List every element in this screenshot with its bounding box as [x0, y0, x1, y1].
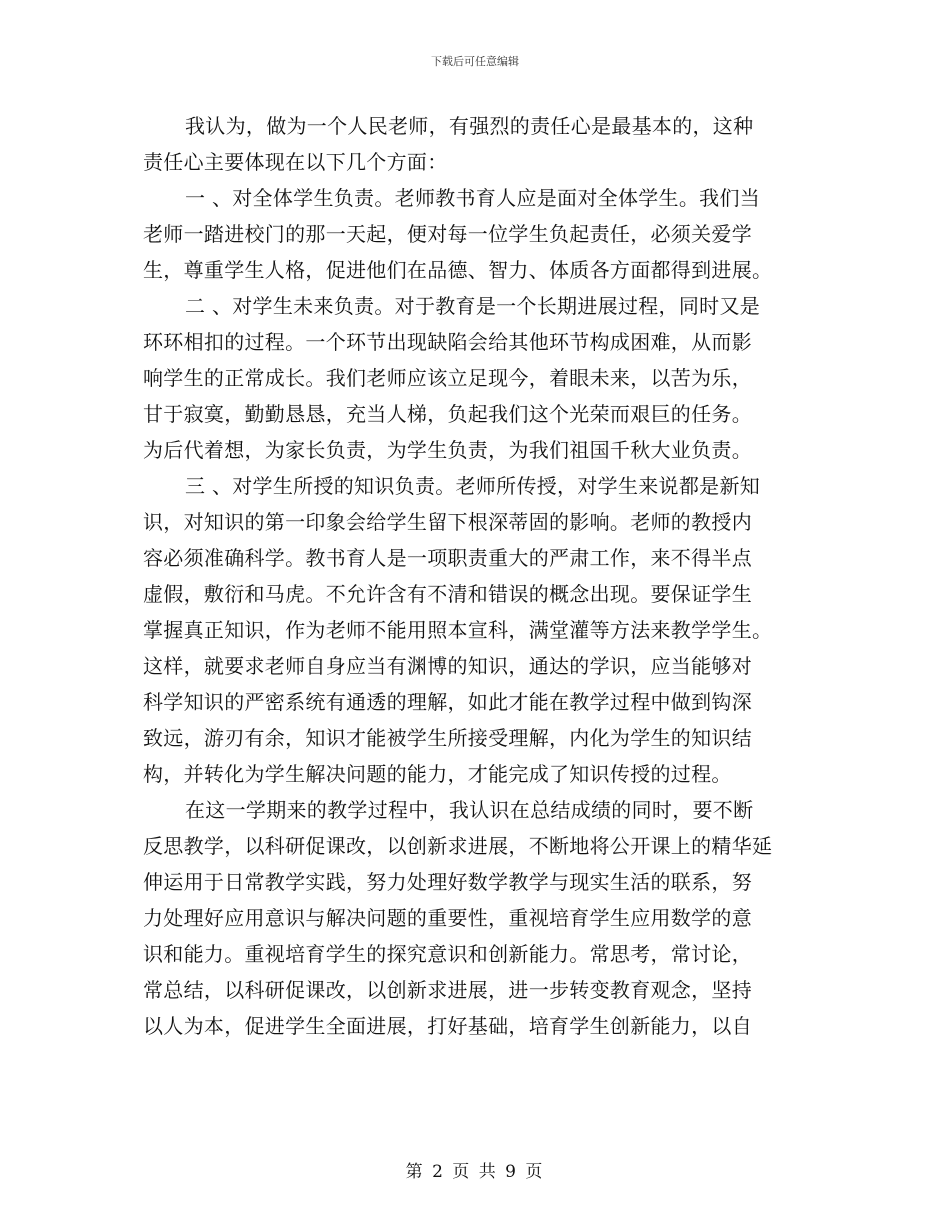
text-line: 这样，就要求老师自身应当有渊博的知识，通达的学识，应当能够对 — [143, 654, 752, 678]
text-line: 环环相扣的过程。一个环节出现缺陷会给其他环节构成困难，从而影 — [143, 330, 752, 354]
text-line: 致远，游刃有余，知识才能被学生所接受理解，内化为学生的知识结 — [143, 726, 752, 750]
text-line: 一 、对全体学生负责。老师教书育人应是面对全体学生。我们当 — [185, 186, 761, 210]
text-line: 三 、对学生所授的知识负责。老师所传授，对学生来说都是新知 — [185, 474, 761, 498]
text-line: 识，对知识的第一印象会给学生留下根深蒂固的影响。老师的教授内 — [143, 510, 752, 534]
text-line: 掌握真正知识，作为老师不能用照本宣科，满堂灌等方法来教学学生。 — [143, 618, 773, 642]
text-line: 科学知识的严密系统有通透的理解，如此才能在教学过程中做到钩深 — [143, 690, 752, 714]
page-header: 下载后可任意编辑 — [431, 55, 519, 68]
text-line: 为后代着想，为家长负责，为学生负责，为我们祖国千秋大业负责。 — [143, 438, 752, 462]
text-line: 虚假，敷衍和马虎。不允许含有不清和错误的概念出现。要保证学生 — [143, 582, 752, 606]
text-line: 老师一踏进校门的那一天起，便对每一位学生负起责任，必须关爱学 — [143, 222, 752, 246]
text-line: 构，并转化为学生解决问题的能力，才能完成了知识传授的过程。 — [143, 762, 732, 786]
text-line: 伸运用于日常教学实践，努力处理好数学教学与现实生活的联系，努 — [143, 870, 752, 894]
text-line: 力处理好应用意识与解决问题的重要性，重视培育学生应用数学的意 — [143, 906, 752, 930]
text-line: 以人为本，促进学生全面进展，打好基础，培育学生创新能力，以自 — [143, 1014, 752, 1038]
text-line: 识和能力。重视培育学生的探究意识和创新能力。常思考，常讨论， — [143, 942, 752, 966]
text-line: 容必须准确科学。教书育人是一项职责重大的严肃工作，来不得半点 — [143, 546, 752, 570]
document-body — [143, 108, 823, 1044]
text-line: 反思教学，以科研促课改，以创新求进展，不断地将公开课上的精华延 — [143, 834, 773, 858]
text-line: 在这一学期来的教学过程中，我认识在总结成绩的同时，要不断 — [185, 798, 754, 822]
text-line: 生，尊重学生人格，促进他们在品德、智力、体质各方面都得到进展。 — [143, 258, 773, 282]
text-line: 二 、对学生未来负责。对于教育是一个长期进展过程，同时又是 — [185, 294, 761, 318]
text-line: 常总结，以科研促课改，以创新求进展，进一步转变教育观念，坚持 — [143, 978, 752, 1002]
text-line: 甘于寂寞，勤勤恳恳，充当人梯，负起我们这个光荣而艰巨的任务。 — [143, 402, 752, 426]
text-line: 责任心主要体现在以下几个方面： — [143, 150, 448, 174]
text-line: 响学生的正常成长。我们老师应该立足现今，着眼未来，以苦为乐， — [143, 366, 752, 390]
page-footer: 第 2 页 共 9 页 — [405, 1162, 545, 1182]
text-line: 我认为，做为一个人民老师，有强烈的责任心是最基本的，这种 — [185, 114, 754, 138]
